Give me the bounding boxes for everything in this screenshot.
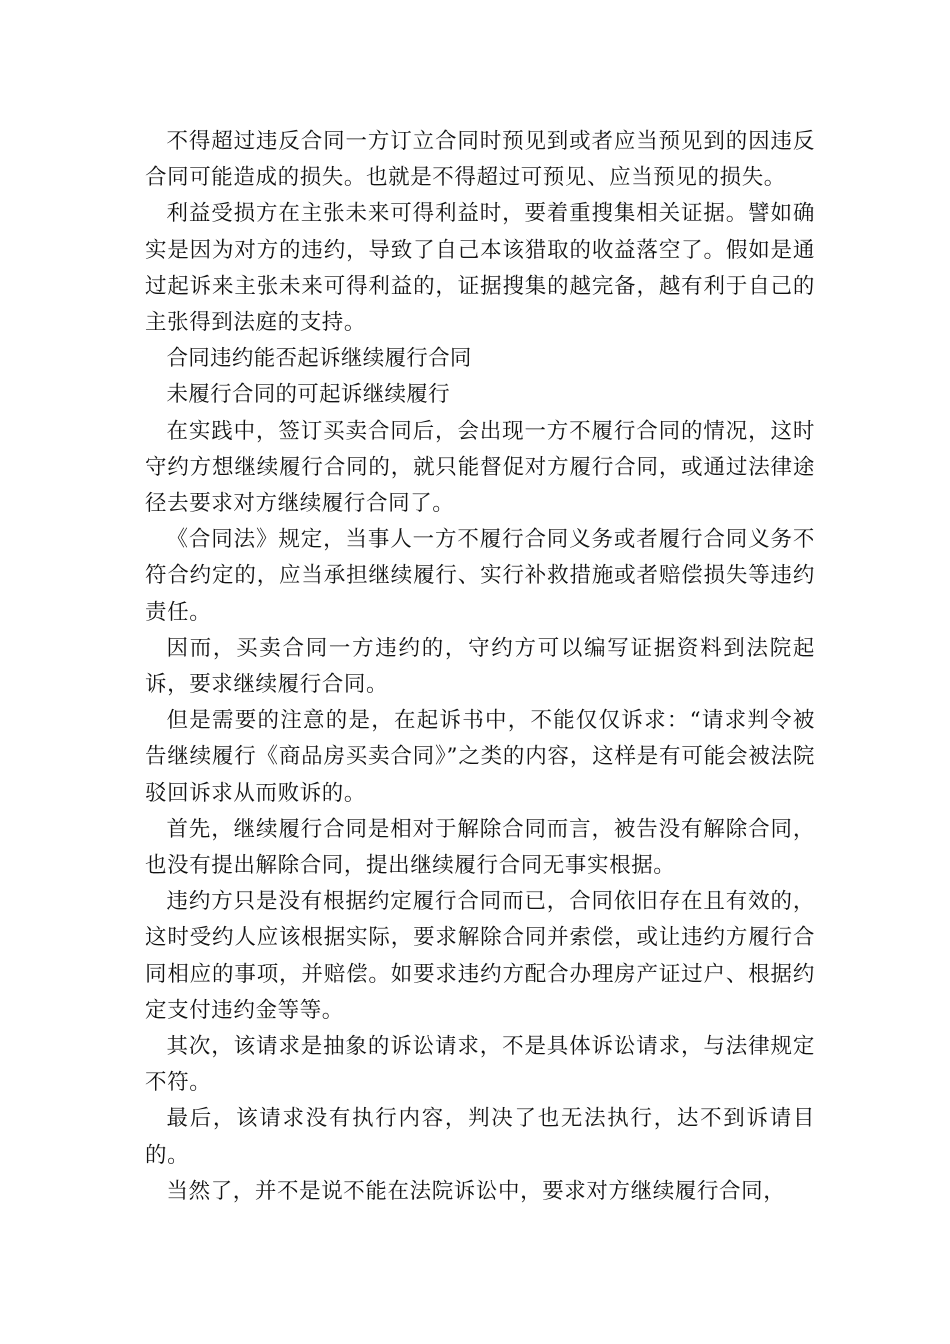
- section-heading-2: 未履行合同的可起诉继续履行: [166, 382, 450, 408]
- paragraph-10: 最后，该请求没有执行内容，判决了也无法执行，达不到诉请目的。: [145, 1106, 815, 1168]
- section-heading-1: 合同违约能否起诉继续履行合同: [166, 346, 472, 372]
- paragraph-9: 其次，该请求是抽象的诉讼请求，不是具体诉讼请求，与法律规定不符。: [145, 1034, 815, 1096]
- paragraph-7: 首先，继续履行合同是相对于解除合同而言，被告没有解除合同，也没有提出解除合同，提出继续履行合同无事实根据。: [145, 816, 815, 879]
- paragraph-11: 当然了，并不是说不能在法院诉讼中，要求对方继续履行合同，: [166, 1178, 786, 1204]
- paragraph-6: 但是需要的注意的是，在起诉书中，不能仅仅诉求：“请求判令被告继续履行《商品房买卖合同》”之类的内容，这样是有可能会被法院驳回诉求从而败诉的。: [145, 708, 815, 806]
- paragraph-2: 利益受损方在主张未来可得利益时，要着重搜集相关证据。譬如确实是因为对方的违约，导致了自己本该猎取的收益落空了。假如是通过起诉来主张未来可得利益的，证据搜集的越完备，越有利于自己的主张得到法庭的支持。: [145, 201, 815, 336]
- paragraph-8: 违约方只是没有根据约定履行合同而已，合同依旧存在且有效的，这时受约人应该根据实际，要求解除合同并索偿，或让违约方履行合同相应的事项，并赔偿。如要求违约方配合办理房产证过户、根据约定支付违约金等等。: [145, 889, 815, 1023]
- document-body: [145, 124, 815, 1210]
- paragraph-4: 《合同法》规定，当事人一方不履行合同义务或者履行合同义务不符合约定的，应当承担继续履行、实行补救措施或者赔偿损失等违约责任。: [145, 527, 815, 625]
- paragraph-1: 不得超过违反合同一方订立合同时预见到或者应当预见到的因违反合同可能造成的损失。也就是不得超过可预见、应当预见的损失。: [145, 129, 815, 191]
- paragraph-5: 因而，买卖合同一方违约的，守约方可以编写证据资料到法院起诉，要求继续履行合同。: [145, 635, 815, 698]
- paragraph-3: 在实践中，签订买卖合同后，会出现一方不履行合同的情况，这时守约方想继续履行合同的，就只能督促对方履行合同，或通过法律途径去要求对方继续履行合同了。: [145, 418, 815, 517]
